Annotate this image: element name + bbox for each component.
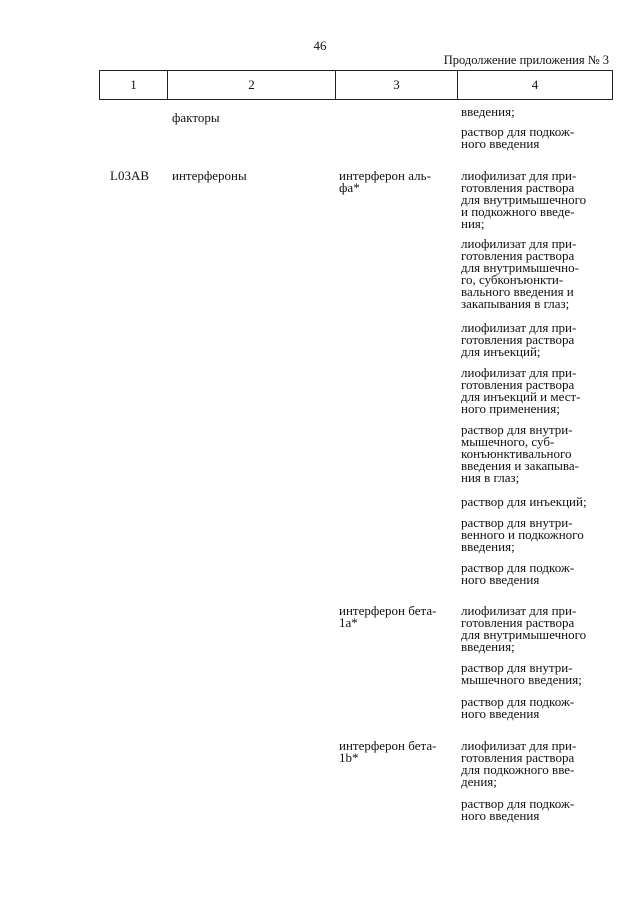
- text-line: готовления раствора: [461, 248, 575, 263]
- text-line: раствор для подкож-: [461, 796, 575, 811]
- atc-code: L03AB: [110, 168, 149, 183]
- text-line: для инъекций;: [461, 344, 541, 359]
- text-line: го, субконъюнкти-: [461, 272, 564, 287]
- dosage-form: [461, 238, 579, 310]
- page-number: 46: [313, 38, 327, 53]
- text-line: ного применения;: [461, 401, 560, 416]
- text-line: раствор для инъекций;: [461, 494, 587, 509]
- text-line: интерферон аль-: [339, 168, 431, 183]
- dosage-form: [461, 798, 574, 822]
- group-factors: факторы: [172, 110, 220, 125]
- text-line: 1b*: [339, 750, 359, 765]
- text-line: раствор для внутри-: [461, 422, 573, 437]
- column-3-number: 3: [336, 71, 458, 100]
- text-line: готовления раствора: [461, 332, 575, 347]
- text-line: для внутримышечно-: [461, 260, 579, 275]
- text-line: готовления раствора: [461, 377, 575, 392]
- text-line: для внутримышечного: [461, 627, 587, 642]
- column-number-header: [99, 70, 613, 100]
- text-line: мышечного введения;: [461, 672, 582, 687]
- form-continued-introduction: введения;: [461, 104, 515, 119]
- text-line: введения;: [461, 539, 515, 554]
- text-line: венного и подкожного: [461, 527, 584, 542]
- text-line: введения и закапыва-: [461, 458, 579, 473]
- drug-interferon-beta-1a: [339, 605, 436, 629]
- column-2-number: 2: [168, 71, 336, 100]
- text-line: 1a*: [339, 615, 358, 630]
- text-line: дения;: [461, 774, 497, 789]
- text-line: ного введения: [461, 572, 540, 587]
- column-4-number: 4: [458, 71, 613, 100]
- text-line: раствор для внутри-: [461, 515, 573, 530]
- text-line: готовления раствора: [461, 180, 575, 195]
- text-line: лиофилизат для при-: [461, 603, 577, 618]
- text-line: и подкожного введе-: [461, 204, 575, 219]
- text-line: готовления раствора: [461, 615, 575, 630]
- text-line: раствор для подкож-: [461, 124, 575, 139]
- text-line: раствор для подкож-: [461, 694, 575, 709]
- text-line: лиофилизат для при-: [461, 320, 577, 335]
- group-interferons: интерфероны: [172, 168, 247, 183]
- text-line: лиофилизат для при-: [461, 365, 577, 380]
- column-1-number: 1: [100, 71, 168, 100]
- text-line: готовления раствора: [461, 750, 575, 765]
- dosage-form: [461, 740, 576, 788]
- drug-interferon-beta-1b: [339, 740, 436, 764]
- text-line: фа*: [339, 180, 360, 195]
- text-line: закапывания в глаз;: [461, 296, 570, 311]
- text-line: для внутримышечного: [461, 192, 587, 207]
- text-line: интерферон бета-: [339, 603, 437, 618]
- dosage-form: [461, 605, 586, 653]
- text-line: ного введения: [461, 706, 540, 721]
- dosage-form: [461, 696, 574, 720]
- text-line: лиофилизат для при-: [461, 738, 577, 753]
- text-line: введения;: [461, 639, 515, 654]
- dosage-form: [461, 367, 580, 415]
- text-line: для инъекций и мест-: [461, 389, 581, 404]
- dosage-form: [461, 424, 579, 484]
- text-line: ного введения: [461, 808, 540, 823]
- appendix-continuation-note: Продолжение приложения № 3: [443, 53, 609, 67]
- text-line: раствор для подкож-: [461, 560, 575, 575]
- dosage-form: [461, 496, 587, 508]
- text-line: лиофилизат для при-: [461, 168, 577, 183]
- text-line: конъюнктивального: [461, 446, 572, 461]
- dosage-form: [461, 517, 584, 553]
- text-line: ного введения: [461, 136, 540, 151]
- text-line: мышечного, суб-: [461, 434, 555, 449]
- form-subcutaneous-solution: [461, 126, 574, 150]
- text-line: лиофилизат для при-: [461, 236, 577, 251]
- dosage-form: [461, 170, 586, 230]
- dosage-form: [461, 562, 574, 586]
- dosage-form: [461, 322, 576, 358]
- text-line: ния;: [461, 216, 485, 231]
- drug-interferon-alfa: [339, 170, 431, 194]
- text-line: интерферон бета-: [339, 738, 437, 753]
- text-line: вального введения и: [461, 284, 574, 299]
- dosage-form: [461, 662, 582, 686]
- text-line: раствор для внутри-: [461, 660, 573, 675]
- text-line: для подкожного вве-: [461, 762, 575, 777]
- text-line: ния в глаз;: [461, 470, 520, 485]
